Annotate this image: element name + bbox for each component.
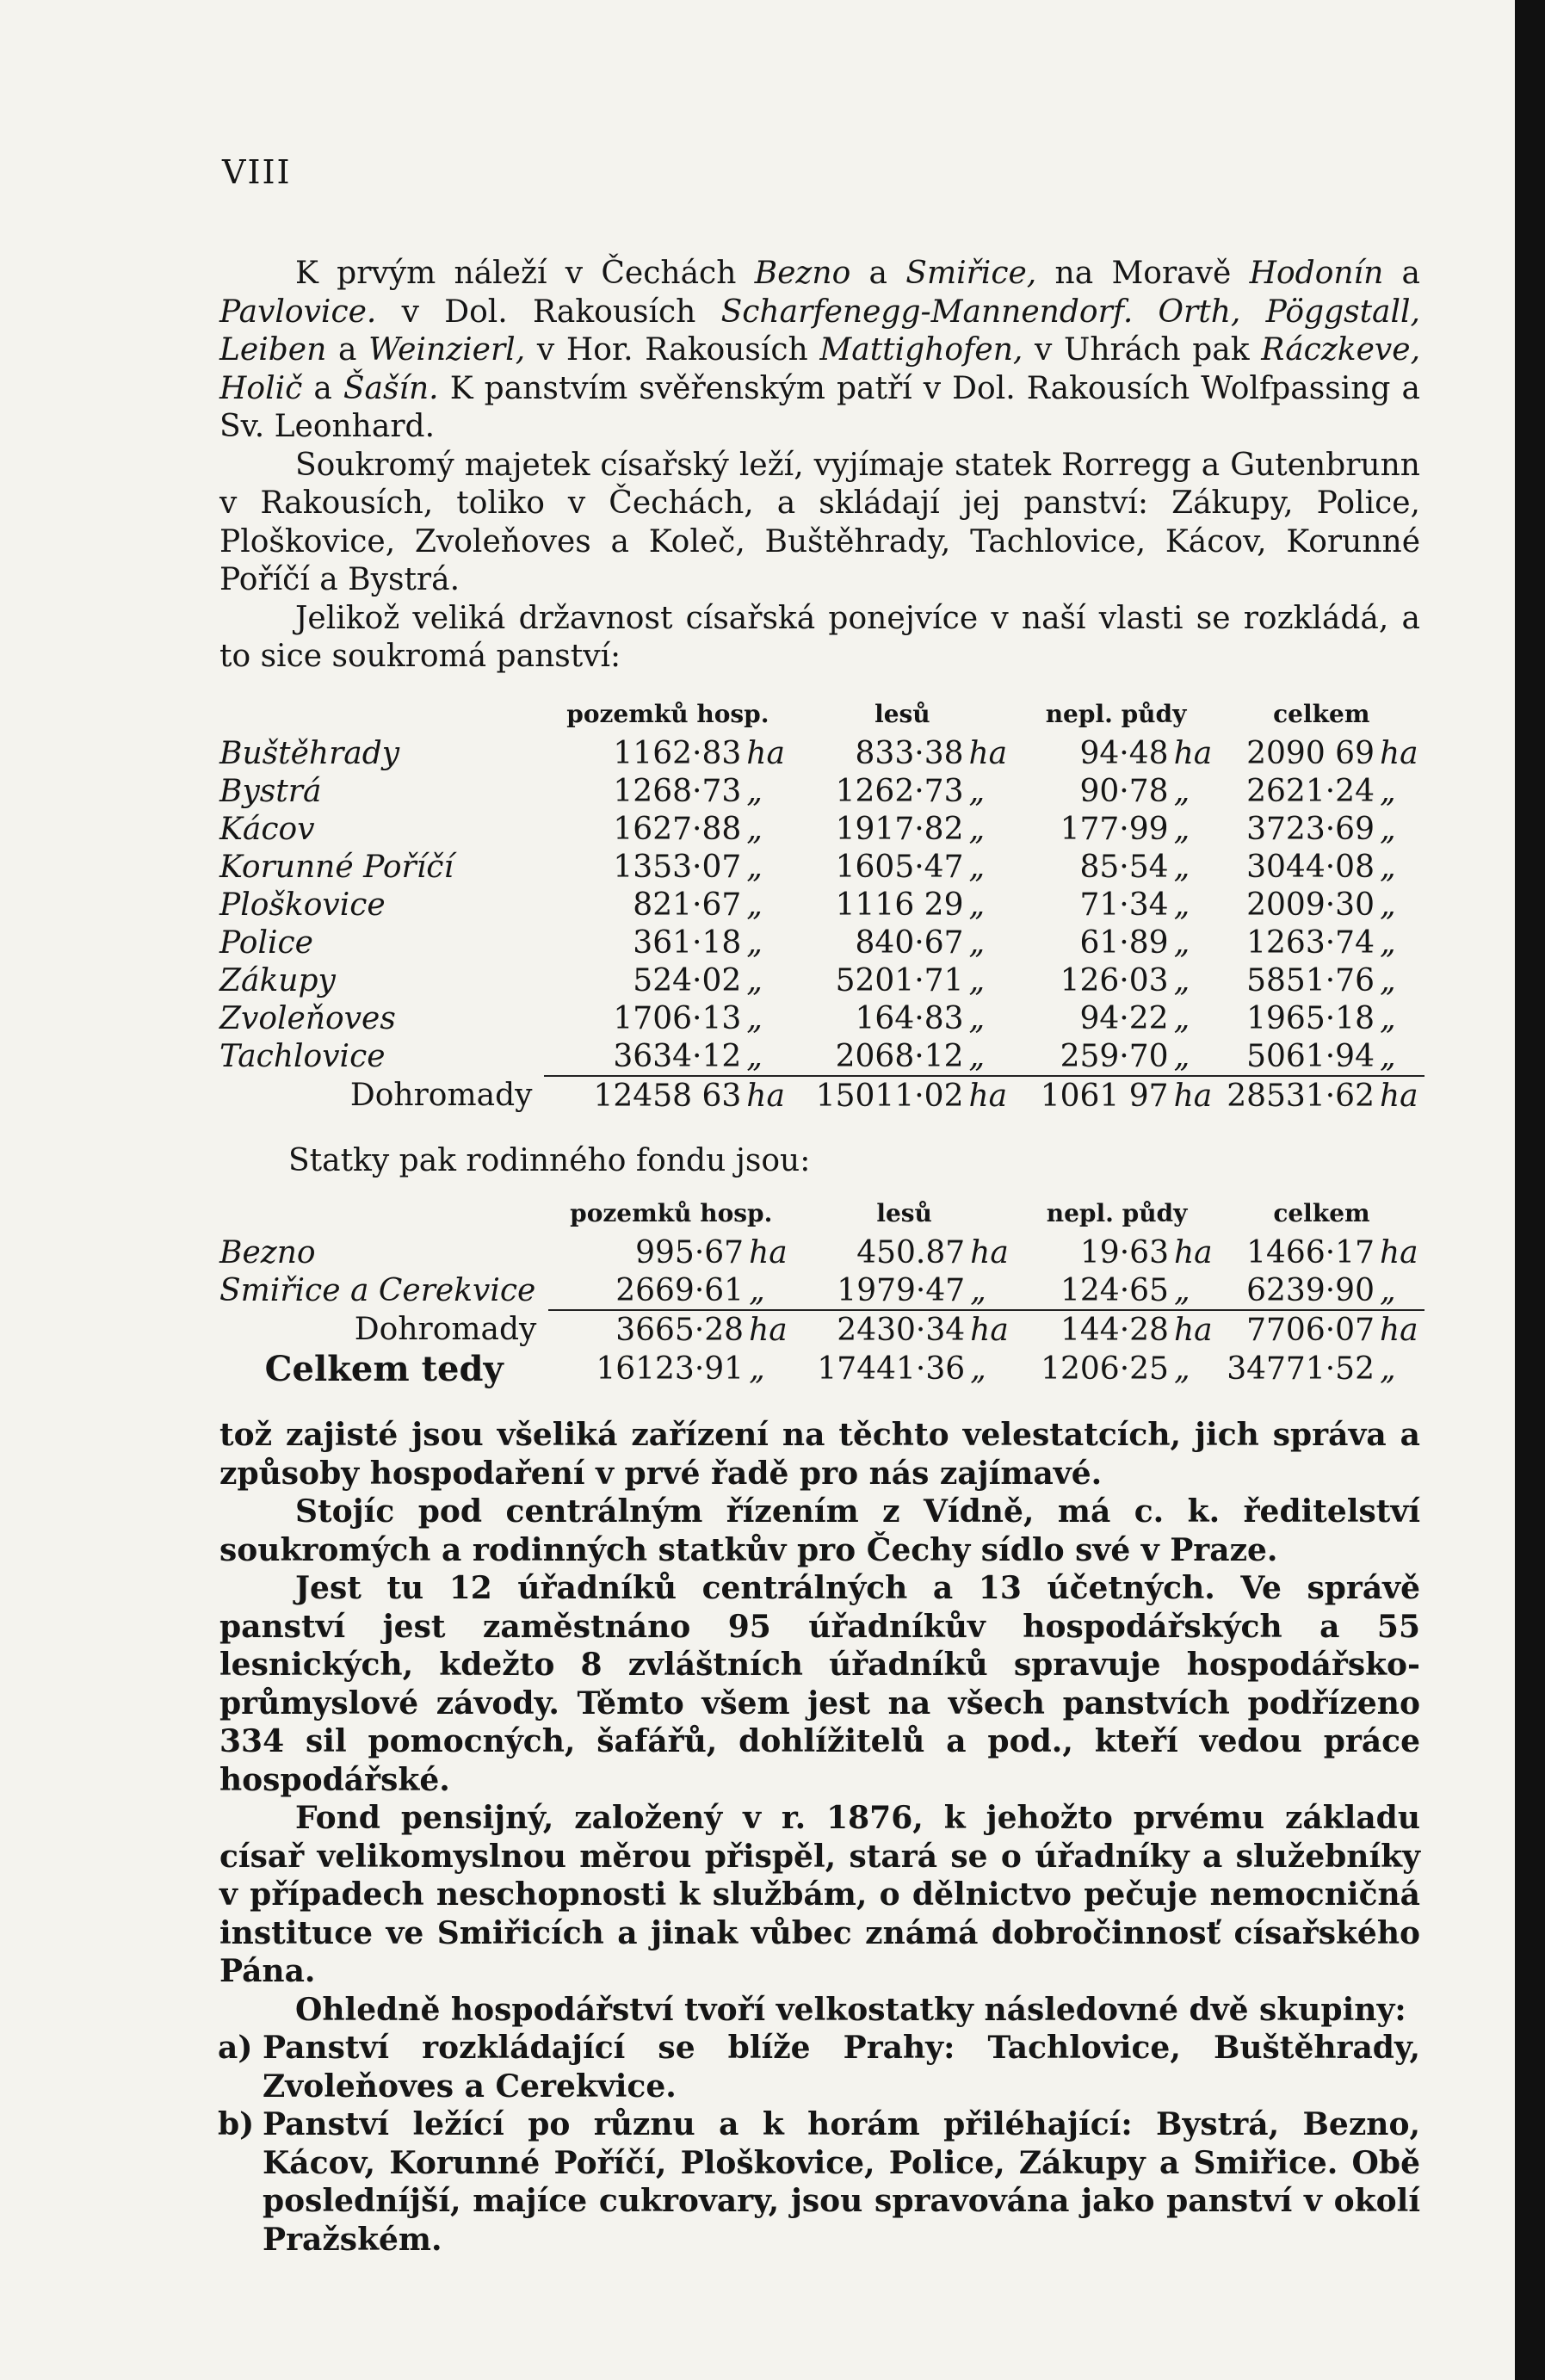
estate-name: Bystrá [219,773,322,809]
table-row [219,999,1424,1037]
column-header: celkem [1273,699,1370,728]
value: 94·22 [1079,1000,1169,1036]
unit: „ [746,1038,763,1074]
unit: „ [1173,887,1190,923]
unit: ha [1380,1312,1418,1348]
cell-value [1219,1310,1424,1349]
table-row [219,1076,1424,1115]
cell-value [791,1037,1013,1076]
cell-value [1219,1037,1424,1076]
paragraph-1: K prvým náleží v Čechách Bezno a Smiřice, na Moravě Hodonín a Pavlovice. v Dol. Rakousích Scharfenegg-Mannendorf. Orth, Pöggstall, Leiben a Weinzierl, v Hor. Rakousích Mattighofen, v Uhrách pak Ráczkeve, Holič a Šašín. K panstvím svěřenským patří v Dol. Rakousích Wolfpassing a Sv. Leonhard. [219,256,1421,444]
value: 5851·76 [1246,962,1375,998]
unit: „ [749,1351,765,1387]
value: 2068·12 [835,1038,964,1074]
unit: „ [1173,1351,1190,1387]
value: 164·83 [855,1000,964,1036]
cell-value [1014,848,1219,886]
unit: „ [746,887,763,923]
cell-value [794,1233,1015,1271]
unit: „ [1380,924,1396,961]
unit: „ [1173,1272,1190,1308]
unit: ha [970,1234,1009,1270]
unit: „ [746,773,763,809]
unit: ha [1173,1078,1213,1114]
cell-value [1219,886,1424,924]
value: 821·67 [633,887,742,923]
cell-value [544,734,791,772]
value: 2009·30 [1246,887,1375,923]
cell-value [1015,1349,1219,1389]
closing-text [219,1416,1420,2259]
cell-value [1219,810,1424,848]
value: 1262·73 [835,773,964,809]
paragraph-6: Jest tu 12 úřadníků centrálných a 13 účetných. Ve správě panství jest zaměstnáno 95 úřadníkův hospodářských a 55 lesnických, kdežto 8 zvláštních úřadníků spravuje hospodářsko-průmyslové závody. Těmto všem jest na všech panstvích podřízeno 334 sil pomocných, šafářů, dohlížitelů a pod., kteří vedou práce hospodářské. [219,1570,1420,1798]
estate-name: Dohromady [349,1078,533,1113]
cell-value [1014,886,1219,924]
table-header-row [219,1192,1424,1233]
column-header: nepl. půdy [1045,699,1187,728]
cell-value [1014,924,1219,961]
value: 1263·74 [1246,924,1375,961]
value: 124·65 [1060,1272,1169,1308]
cell-value [1219,734,1424,772]
cell-value [1219,1233,1424,1271]
unit: ha [1173,735,1213,771]
value: 1706·13 [613,1000,742,1036]
cell-value [1219,999,1424,1037]
value: 5061·94 [1246,1038,1375,1074]
cell-value [1014,772,1219,810]
estate-name: Kácov [219,811,315,847]
unit: „ [1173,1000,1190,1036]
table-row [219,1349,1424,1389]
value: 7706·07 [1246,1312,1375,1348]
value: 17441·36 [817,1351,966,1387]
unit: „ [1380,1272,1396,1308]
unit: „ [968,962,986,998]
cell-value [791,886,1013,924]
estate-name: Buštěhrady [219,735,400,771]
column-header: pozemků hosp. [570,1198,773,1227]
table-row [219,848,1424,886]
table-header-row [219,693,1424,734]
cell-value [791,772,1013,810]
cell-value [791,961,1013,999]
unit: „ [746,924,763,961]
unit: „ [746,849,763,885]
unit: „ [968,924,986,961]
value: 1206·25 [1041,1351,1169,1387]
cell-value [1014,810,1219,848]
estate-name: Smiřice a Cerekvice [219,1273,536,1308]
column-header: pozemků hosp. [566,699,769,728]
unit: „ [1380,1351,1396,1387]
cell-value [1014,1037,1219,1076]
table-row [219,772,1424,810]
unit: „ [1173,811,1190,847]
unit: „ [1380,1038,1396,1074]
cell-value [1014,961,1219,999]
unit: „ [970,1272,986,1308]
cell-value [1219,1271,1424,1310]
unit: „ [1380,1000,1396,1036]
paragraph-8: Ohledně hospodářství tvoří velkostatky následovné dvě skupiny: [295,1991,1406,2028]
value: 1627·88 [613,811,742,847]
value: 259·70 [1060,1038,1169,1074]
column-header: celkem [1273,1198,1370,1227]
unit: „ [968,1000,986,1036]
cell-value [1219,772,1424,810]
cell-value [1015,1233,1219,1271]
paragraph-2: Soukromý majetek císařský leží, vyjímaje statek Rorregg a Gutenbrunn v Rakousích, toliko v Čechách, a skládají jej panství: Zákupy, Police, Ploškovice, Zvoleňoves a Koleč, Buštěhrady, Tachlovice, Kácov, Korunné Poříčí a Bystrá. [219,447,1420,597]
unit: „ [970,1351,986,1387]
table-row [219,1233,1424,1271]
unit: ha [1173,1234,1213,1270]
cell-value [544,1037,791,1076]
estate-name: Bezno [219,1234,316,1270]
cell-value [544,999,791,1037]
unit: „ [1380,811,1396,847]
value: 12458 63 [593,1078,742,1114]
cell-value [1015,1271,1219,1310]
group-list [219,2029,1420,2259]
value: 90·78 [1079,773,1169,809]
value: 1268·73 [613,773,742,809]
intro-text [219,255,1420,677]
paragraph-4: tož zajisté jsou všeliká zařízení na těchto velestatcích, jich správa a způsoby hospodaření v prvé řadě pro nás zajímavé. [219,1417,1420,1492]
cell-value [791,1076,1013,1115]
unit: „ [968,887,986,923]
unit: „ [746,962,763,998]
value: 1116 29 [835,887,964,923]
unit: „ [968,811,986,847]
table-row [219,734,1424,772]
list-item: b) Panství ležící po různu a k horám přiléhající: Bystrá, Bezno, Kácov, Korunné Poříčí, Ploškovice, Police, Zákupy a Smiřice. Obě posledníjší, majíce cukrovary, jsou spravována jako panství v okolí Pražském. [218,2106,1420,2258]
unit: ha [970,1312,1009,1348]
cell-value [1014,1076,1219,1115]
value: 2430·34 [837,1312,966,1348]
value: 3723·69 [1246,811,1375,847]
value: 34771·52 [1227,1351,1375,1387]
unit: ha [746,1078,785,1114]
cell-value [1219,1076,1424,1115]
value: 19·63 [1079,1234,1169,1270]
table-row [219,1310,1424,1349]
value: 995·67 [635,1234,745,1270]
value: 3044·08 [1246,849,1375,885]
cell-value [548,1349,794,1389]
unit: ha [746,735,785,771]
cell-value [791,999,1013,1037]
unit: ha [968,1078,1008,1114]
value: 1466·17 [1246,1234,1375,1270]
unit: ha [749,1312,788,1348]
cell-value [794,1310,1015,1349]
unit: „ [1173,962,1190,998]
cell-value [1219,961,1424,999]
value: 144·28 [1060,1312,1169,1348]
cell-value [544,1076,791,1115]
column-header: lesů [876,1198,932,1227]
estate-name: Tachlovice [219,1039,386,1074]
value: 1979·47 [837,1272,966,1308]
cell-value [544,810,791,848]
estate-name: Celkem tedy [264,1349,504,1389]
value: 6239·90 [1246,1272,1375,1308]
cell-value [1014,734,1219,772]
unit: „ [1173,773,1190,809]
cell-value [544,886,791,924]
value: 840·67 [855,924,964,961]
value: 177·99 [1060,811,1169,847]
estate-name: Ploškovice [219,887,386,923]
value: 94·48 [1079,735,1169,771]
value: 3665·28 [615,1312,745,1348]
table-row [219,1037,1424,1076]
cell-value [1219,924,1424,961]
value: 16123·91 [596,1351,745,1387]
family-fund-caption: Statky pak rodinného fondu jsou: [288,1143,811,1178]
unit: „ [968,773,986,809]
value: 3634·12 [613,1038,742,1074]
value: 1162·83 [613,735,742,771]
value: 1965·18 [1246,1000,1375,1036]
cell-value [548,1310,794,1349]
value: 61·89 [1079,924,1169,961]
unit: „ [1173,1038,1190,1074]
unit: „ [1380,962,1396,998]
unit: „ [749,1272,765,1308]
cell-value [791,810,1013,848]
cell-value [544,848,791,886]
family-fund-table [219,1192,1424,1389]
paragraph-7: Fond pensijný, založený v r. 1876, k jehožto prvému základu císař velikomyslnou měrou přispěl, stará se o úřadníky a služebníky v případech neschopnosti k službám, o dělnictvo pečuje nemocničná instituce ve Smiřicích a jinak vůbec známá dobročinnosť císařského Pána. [219,1800,1420,1989]
value: 2669·61 [615,1272,745,1308]
unit: „ [746,811,763,847]
estate-name: Police [219,924,313,961]
value: 5201·71 [835,962,964,998]
value: 361·18 [633,924,742,961]
cell-value [791,734,1013,772]
unit: „ [1173,924,1190,961]
cell-value [1219,848,1424,886]
unit: ha [968,735,1008,771]
value: 524·02 [633,962,742,998]
value: 1061 97 [1040,1078,1169,1114]
table-row [219,924,1424,961]
unit: „ [1380,887,1396,923]
table-row [219,886,1424,924]
cell-value [791,848,1013,886]
cell-value [544,924,791,961]
cell-value [1219,1349,1424,1389]
value: 85·54 [1079,849,1169,885]
table-row [219,1271,1424,1310]
unit: „ [1380,849,1396,885]
private-estates-table [219,693,1424,1115]
unit: ha [1380,1078,1418,1114]
estate-name: Zákupy [219,962,336,998]
cell-value [548,1233,794,1271]
unit: „ [968,1038,986,1074]
cell-value [544,772,791,810]
value: 28531·62 [1227,1078,1375,1114]
unit: „ [746,1000,763,1036]
unit: ha [1380,1234,1418,1270]
cell-value [794,1271,1015,1310]
paragraph-3: Jelikož veliká državnost císařská ponejvíce v naší vlasti se rozkládá, a to sice soukromá panství: [219,600,1420,674]
unit: ha [749,1234,788,1270]
value: 2090 69 [1246,735,1375,771]
value: 2621·24 [1246,773,1375,809]
cell-value [1015,1310,1219,1349]
cell-value [794,1349,1015,1389]
value: 15011·02 [815,1078,964,1114]
cell-value [791,924,1013,961]
value: 1917·82 [835,811,964,847]
unit: ha [1380,735,1418,771]
unit: „ [968,849,986,885]
unit: ha [1173,1312,1213,1348]
value: 1353·07 [613,849,742,885]
unit: „ [1380,773,1396,809]
value: 71·34 [1079,887,1169,923]
cell-value [1014,999,1219,1037]
table-row [219,810,1424,848]
page-number: VIII [222,153,292,191]
estate-name: Zvoleňoves [219,1000,396,1036]
paragraph-5: Stojíc pod centrálným řízením z Vídně, má c. k. ředitelství soukromých a rodinných statkův pro Čechy sídlo své v Praze. [219,1493,1420,1568]
value: 450.87 [856,1234,966,1270]
estate-name: Dohromady [354,1312,537,1347]
list-item: a) Panství rozkládající se blíže Prahy: Tachlovice, Buštěhrady, Zvoleňoves a Cerekvice. [218,2030,1420,2105]
value: 126·03 [1060,962,1169,998]
cell-value [544,961,791,999]
table-row [219,961,1424,999]
value: 1605·47 [835,849,964,885]
unit: „ [1173,849,1190,885]
estate-name: Korunné Poříčí [219,849,454,885]
cell-value [548,1271,794,1310]
column-header: lesů [874,699,930,728]
column-header: nepl. půdy [1046,1198,1188,1227]
value: 833·38 [855,735,964,771]
